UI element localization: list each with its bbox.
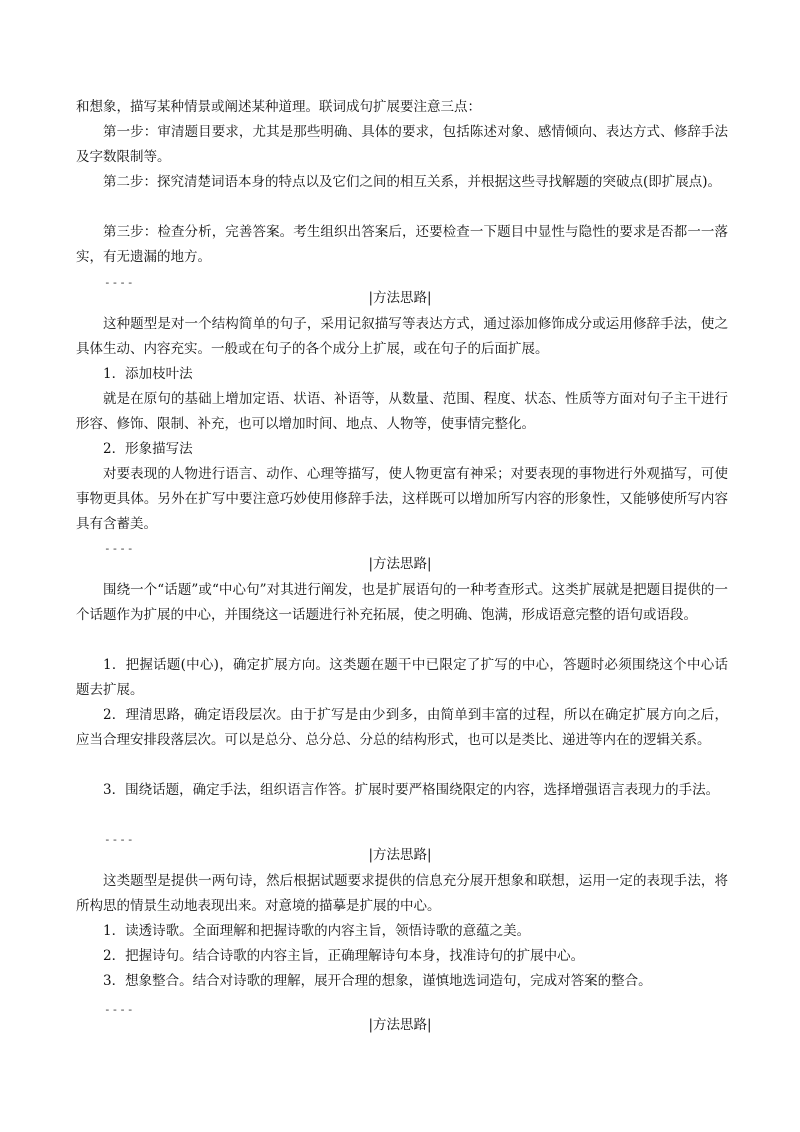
section4-item1: 1．读透诗歌。全面理解和把握诗歌的内容主旨，领悟诗歌的意蕴之美。 — [103, 923, 531, 939]
section-heading: |方法思路| — [368, 1017, 432, 1033]
separator: ---- — [104, 276, 135, 289]
section-heading: |方法思路| — [368, 847, 432, 863]
intro-paragraph: 和想象，描写某种情景或阐述某种道理。联词成句扩展要注意三点： — [76, 99, 481, 115]
step-three-paragraph: 第三步：检查分析，完善答案。考生组织出答案后，还要检查一下题目中显性与隐性的要求是否都一一落实，有无遗漏的地方。 — [76, 224, 728, 265]
section2-intro-paragraph: 这种题型是对一个结构简单的句子，采用记叙描写等表达方式，通过添加修饰成分或运用修辞手法，使之具体生动、内容充实。一般或在句子的各个成分上扩展，或在句子的后面扩展。 — [76, 316, 728, 357]
section3-item3: 3．围绕话题，确定手法，组织语言作答。扩展时要严格围绕限定的内容，选择增强语言表现力的手法。 — [103, 782, 720, 798]
section4-item2: 2．把握诗句。结合诗歌的内容主旨，正确理解诗句本身，找准诗句的扩展中心。 — [103, 948, 585, 964]
section3-item2: 2．理清思路，确定语段层次。由于扩写是由少到多，由简单到丰富的过程，所以在确定扩展方向之后，应当合理安排段落层次。可以是总分、总分总、分总的结构形式，也可以是类比、递进等内在的逻辑关系。 — [76, 707, 728, 748]
section4-item3: 3．想象整合。结合对诗歌的理解，展开合理的想象，谨慎地选词造句，完成对答案的整合。 — [103, 973, 652, 989]
section2-item2-title: 2．形象描写法 — [103, 441, 193, 457]
section2-item1-title: 1．添加枝叶法 — [103, 366, 193, 382]
section3-item1: 1．把握话题(中心)，确定扩展方向。这类题在题干中已限定了扩写的中心，答题时必须围绕这个中心话题去扩展。 — [76, 657, 728, 698]
separator: ---- — [104, 1003, 135, 1016]
section2-item1-body: 就是在原句的基础上增加定语、状语、补语等，从数量、范围、程度、状态、性质等方面对句子主干进行形容、修饰、限制、补充，也可以增加时间、地点、人物等，使事情完整化。 — [76, 391, 728, 432]
separator: ---- — [104, 833, 135, 846]
section4-intro-paragraph: 这类题型是提供一两句诗，然后根据试题要求提供的信息充分展开想象和联想，运用一定的表现手法，将所构思的情景生动地表现出来。对意境的描摹是扩展的中心。 — [76, 873, 728, 914]
separator: ---- — [104, 542, 135, 555]
section-heading: |方法思路| — [368, 556, 432, 572]
step-two-paragraph: 第二步：探究清楚词语本身的特点以及它们之间的相互关系，并根据这些寻找解题的突破点(即扩展点)。 — [103, 174, 722, 190]
section2-item2-body: 对要表现的人物进行语言、动作、心理等描写，使人物更富有神采；对要表现的事物进行外观描写，可使事物更具体。另外在扩写中要注意巧妙使用修辞手法，这样既可以增加所写内容的形象性，又能够使所写内容具有含蓄美。 — [76, 466, 728, 532]
section3-intro-paragraph: 围绕一个“话题”或“中心句”对其进行阐发，也是扩展语句的一种考查形式。这类扩展就是把题目提供的一个话题作为扩展的中心，并围绕这一话题进行补充拓展，使之明确、饱满，形成语意完整的语句或语段。 — [76, 582, 728, 623]
step-one-paragraph: 第一步：审清题目要求，尤其是那些明确、具体的要求，包括陈述对象、感情倾向、表达方式、修辞手法及字数限制等。 — [76, 124, 728, 165]
section-heading: |方法思路| — [368, 290, 432, 306]
